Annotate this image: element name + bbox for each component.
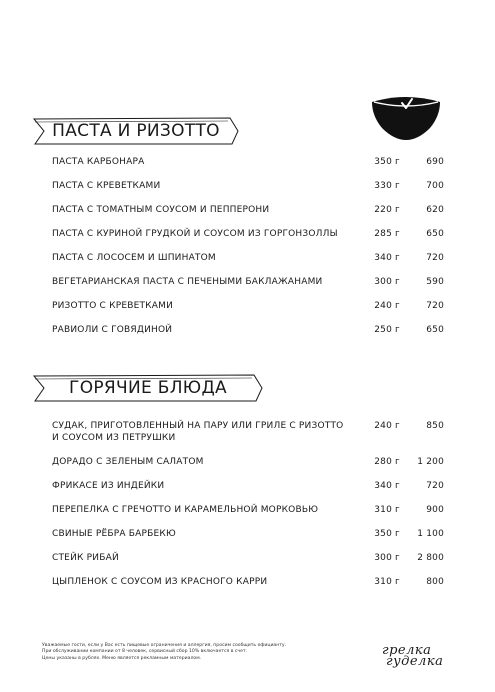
item-price: 2 800	[417, 553, 444, 563]
item-weight: 250 г	[374, 325, 400, 335]
item-price: 720	[426, 253, 444, 263]
section-title: ГОРЯЧИЕ БЛЮДА	[69, 378, 227, 398]
item-weight: 220 г	[374, 205, 400, 215]
hot-menu-list	[52, 420, 452, 600]
item-weight: 300 г	[374, 553, 400, 563]
menu-item	[52, 276, 452, 300]
bowl-icon	[368, 88, 444, 144]
item-weight: 310 г	[374, 505, 400, 515]
section-banner-hot	[32, 373, 264, 403]
item-weight: 280 г	[374, 457, 400, 467]
menu-item	[52, 420, 452, 456]
item-price: 690	[426, 157, 444, 167]
menu-item	[52, 480, 452, 504]
menu-item	[52, 528, 452, 552]
item-price: 620	[426, 205, 444, 215]
item-weight: 240 г	[374, 421, 400, 431]
item-name: ЦЫПЛЕНОК С СОУСОМ ИЗ КРАСНОГО КАРРИ	[52, 577, 268, 587]
menu-item	[52, 456, 452, 480]
item-price: 900	[426, 505, 444, 515]
pasta-menu-list	[52, 156, 452, 348]
restaurant-logo	[382, 643, 452, 673]
item-price: 1 200	[417, 457, 444, 467]
item-name: ПАСТА С ТОМАТНЫМ СОУСОМ И ПЕППЕРОНИ	[52, 205, 270, 215]
item-weight: 330 г	[374, 181, 400, 191]
section-title: ПАСТА И РИЗОТТО	[52, 121, 220, 141]
menu-item	[52, 300, 452, 324]
menu-item	[52, 156, 452, 180]
item-name: ПАСТА С КУРИНОЙ ГРУДКОЙ И СОУСОМ ИЗ ГОРГОНЗОЛЛЫ	[52, 229, 338, 239]
menu-item	[52, 504, 452, 528]
item-name	[52, 420, 352, 444]
item-weight: 340 г	[374, 481, 400, 491]
item-price: 850	[426, 421, 444, 431]
item-name: ВЕГЕТАРИАНСКАЯ ПАСТА С ПЕЧЕНЫМИ БАКЛАЖАНАМИ	[52, 277, 323, 287]
item-price: 720	[426, 481, 444, 491]
item-price: 650	[426, 229, 444, 239]
item-price: 590	[426, 277, 444, 287]
section-banner-pasta	[32, 116, 240, 146]
item-name: РАВИОЛИ С ГОВЯДИНОЙ	[52, 325, 173, 335]
item-name: ПАСТА КАРБОНАРА	[52, 157, 145, 167]
menu-item	[52, 324, 452, 348]
logo-word-bottom: гуделка	[386, 654, 444, 669]
item-name: ДОРАДО С ЗЕЛЕНЫМ САЛАТОМ	[52, 457, 204, 467]
menu-item	[52, 552, 452, 576]
item-weight: 300 г	[374, 277, 400, 287]
footer-note	[42, 643, 342, 662]
footer-line: Уважаемые гости, если у Вас есть пищевые ограничения и аллергия, просим сообщить официанту.	[42, 643, 287, 648]
item-name-line1: СУДАК, ПРИГОТОВЛЕННЫЙ НА ПАРУ ИЛИ ГРИЛЕ С РИЗОТТО	[52, 421, 344, 431]
item-weight: 350 г	[374, 529, 400, 539]
item-weight: 340 г	[374, 253, 400, 263]
logo-word-top: грелка	[382, 643, 432, 658]
item-price: 650	[426, 325, 444, 335]
menu-item	[52, 252, 452, 276]
item-name-line2: И СОУСОМ ИЗ ПЕТРУШКИ	[52, 433, 176, 443]
item-name: ПЕРЕПЕЛКА С ГРЕЧОТТО И КАРАМЕЛЬНОЙ МОРКОВЬЮ	[52, 505, 319, 515]
item-name: СВИНЫЕ РЁБРА БАРБЕКЮ	[52, 529, 176, 539]
item-name: ПАСТА С КРЕВЕТКАМИ	[52, 181, 161, 191]
item-weight: 240 г	[374, 301, 400, 311]
item-price: 800	[426, 577, 444, 587]
footer-line: При обслуживании компании от 8 человек, сервисный сбор 10% включается в счет.	[42, 649, 248, 655]
item-name: ПАСТА С ЛОСОСЕМ И ШПИНАТОМ	[52, 253, 216, 263]
menu-item	[52, 576, 452, 600]
item-weight: 310 г	[374, 577, 400, 587]
menu-item	[52, 180, 452, 204]
item-price: 720	[426, 301, 444, 311]
item-name: СТЕЙК РИБАЙ	[52, 553, 119, 563]
item-name: РИЗОТТО С КРЕВЕТКАМИ	[52, 301, 174, 311]
item-weight: 285 г	[374, 229, 400, 239]
item-price: 700	[426, 181, 444, 191]
menu-item	[52, 204, 452, 228]
menu-item	[52, 228, 452, 252]
item-name: ФРИКАСЕ ИЗ ИНДЕЙКИ	[52, 481, 165, 491]
footer-line: Цены указаны в рублях. Меню является рекламным материалом.	[42, 655, 202, 661]
item-weight: 350 г	[374, 157, 400, 167]
item-price: 1 100	[417, 529, 444, 539]
